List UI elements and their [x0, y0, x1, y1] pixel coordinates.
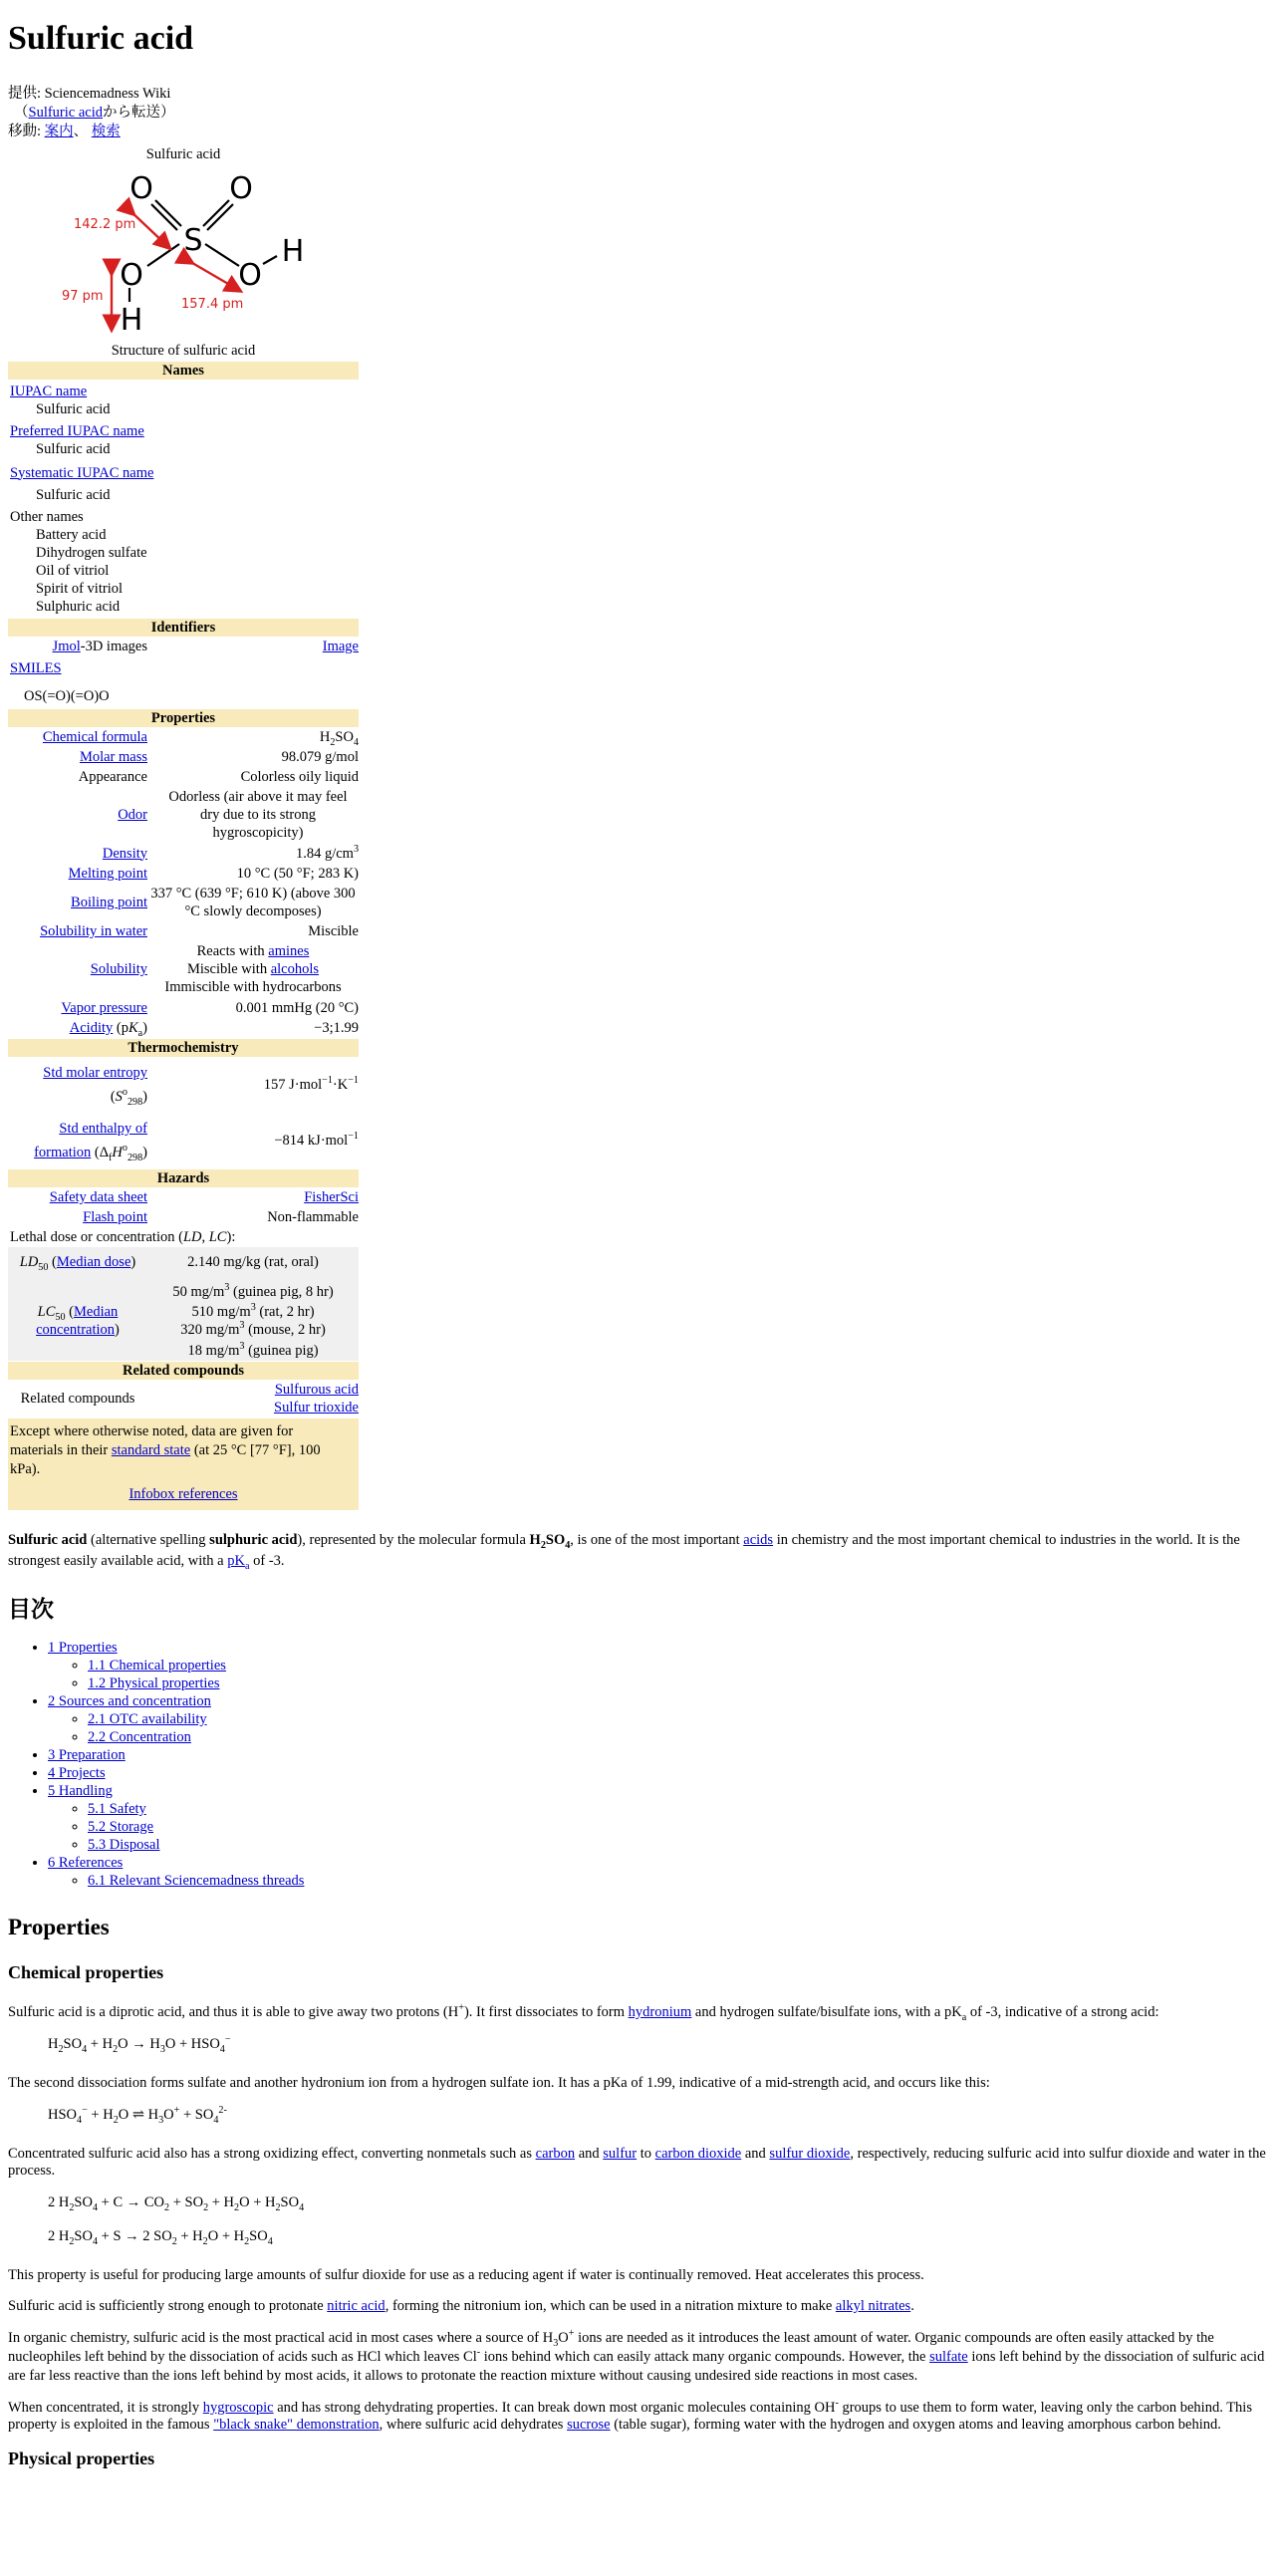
toc-link[interactable]: 1.2 Physical properties [88, 1674, 220, 1691]
lc-number: 510 mg/m [191, 1304, 251, 1321]
molar-mass-link[interactable]: Molar mass [79, 748, 147, 765]
toc-subitem [88, 1728, 1271, 1746]
other-name: Oil of vitriol [36, 562, 110, 579]
intro-text: (alternative spelling [87, 1531, 210, 1548]
odor-value: Odorless (air above it may feel dry due to its strong hygroscopicity) [168, 789, 348, 842]
jmol-link[interactable]: Jmol [52, 638, 81, 654]
hygroscopic-link[interactable]: hygroscopic [202, 2399, 274, 2416]
chemical-formula-link[interactable]: Chemical formula [42, 728, 147, 745]
toc-link[interactable]: 4 Projects [48, 1764, 106, 1781]
black-snake-link[interactable]: "black snake" demonstration [213, 2416, 380, 2433]
iupac-name-link[interactable]: IUPAC name [10, 383, 88, 399]
intro-text: in chemistry and the most important chemical to industries in the world. It is the strongest easily available acid, with a [8, 1531, 1240, 1569]
enthalpy-number: −814 kJ·mol [274, 1132, 349, 1149]
paragraph [8, 2298, 1271, 2315]
text: and has strong dehydrating properties. It can break down most organic molecules containing OH [273, 2399, 836, 2416]
text: (table sugar), forming water with the hydrogen and oxygen atoms and leaving amorphous carbon behind. [610, 2416, 1221, 2433]
atom-label: H [281, 233, 305, 269]
sulfate-link[interactable]: sulfate [929, 2348, 968, 2365]
page-title: Sulfuric acid [8, 20, 194, 57]
toc-item [48, 1639, 1271, 1692]
lc-tail: (rat, 2 hr) [255, 1304, 315, 1321]
atom-label: O [229, 170, 253, 206]
lc-number: 320 mg/m [180, 1322, 240, 1339]
std-molar-entropy-link[interactable]: Std molar entropy [43, 1064, 147, 1081]
sol-line2a: Miscible with [186, 961, 271, 978]
paragraph: This property is useful for producing large amounts of sulfur dioxide for use as a reducing agent if water is continually removed. Heat accelerates this process. [8, 2266, 924, 2283]
amines-link[interactable]: amines [268, 943, 310, 960]
flash-point-value: Non-flammable [267, 1208, 359, 1225]
entropy-number: 157 J·mol [263, 1076, 323, 1093]
toc-link[interactable]: 1 Properties [48, 1639, 118, 1656]
sol-line3: Immiscible with hydrocarbons [164, 979, 342, 996]
melting-point-link[interactable]: Melting point [68, 865, 147, 882]
section-hazards: Hazards [8, 1169, 359, 1187]
jmol-row [8, 637, 359, 656]
acidity-link[interactable]: Acidity [69, 1019, 114, 1036]
other-name: Battery acid [36, 526, 107, 543]
solubility-link[interactable]: Solubility [90, 961, 147, 978]
median-dose-link[interactable]: Median dose [56, 1254, 131, 1271]
lc-tail: (guinea pig) [244, 1342, 319, 1359]
toc-link[interactable]: 2.2 Concentration [88, 1728, 191, 1745]
boiling-point-value: 337 °C (639 °F; 610 K) (above 300 °C slowly decomposes) [150, 885, 356, 919]
toc-subitem [88, 1674, 1271, 1692]
text: Concentrated sulfuric acid also has a strong oxidizing effect, converting nonmetals such as [8, 2145, 536, 2162]
paragraph: The second dissociation forms sulfate and another hydronium ion from a hydrogen sulfate ion. It has a pKa of 1.99, indicative of a mid-strength acid, and occurs like this: [8, 2074, 990, 2091]
solubility-water-value: Miscible [308, 923, 359, 939]
atom-label: O [238, 257, 262, 293]
toc-subitem [88, 1800, 1271, 1818]
solubility-value [147, 942, 359, 996]
other-name: Sulphuric acid [36, 598, 121, 615]
lc-number: 18 mg/m [187, 1342, 240, 1359]
nitric-acid-link[interactable]: nitric acid [327, 2297, 385, 2314]
toc-item [48, 1746, 1271, 1764]
page [0, 18, 1279, 2469]
text: Sulfuric acid is a diprotic acid, and thus it is able to give away two protons (H [8, 2003, 459, 2020]
toc-link[interactable]: 1.1 Chemical properties [88, 1657, 226, 1674]
intro-formula: $H_2SO_4$ [529, 1531, 571, 1551]
intro-bold-name: Sulfuric acid [8, 1531, 88, 1548]
footer-text-a: Except where otherwise noted, data are given for materials in their [10, 1422, 294, 1458]
density-number: 1.84 g/cm [295, 845, 354, 862]
appearance-value: Colorless oily liquid [240, 769, 359, 785]
infobox-title: Sulfuric acid [145, 145, 221, 162]
jump-label: 移動: [8, 123, 45, 139]
toc-link[interactable]: 2.1 OTC availability [88, 1710, 207, 1727]
text: groups to use them to form water, leaving only the carbon behind. This property is exploited in the famous [8, 2399, 1252, 2433]
equation: 2 $H_2SO_4 + C \to CO_2 + SO_2 + H_2O + H_2SO_4$ [48, 2193, 305, 2213]
toc-item [48, 1854, 1271, 1890]
lc-tail: (mouse, 2 hr) [244, 1322, 326, 1339]
footer-text-b: (at 25 °C [77 °F], 100 kPa). [10, 1441, 321, 1477]
nav-link[interactable]: 案内 [44, 123, 74, 139]
bond-length-label: 157.4 pm [181, 296, 244, 312]
acids-link[interactable]: acids [743, 1531, 774, 1548]
text: to [637, 2145, 655, 2162]
infobox-caption: Structure of sulfuric acid [111, 342, 256, 359]
ld50-value: 2.140 mg/kg (rat, oral) [187, 1254, 319, 1271]
paragraph [8, 2146, 1271, 2180]
text: Sulfuric acid is sufficiently strong enough to protonate [8, 2297, 328, 2314]
bond-length-label: 142.2 pm [74, 216, 136, 232]
equation: 2 $H_2SO_4 + S \to 2$ $SO_2 + H_2O + H_2SO_4$ [48, 2227, 273, 2247]
subsection-heading-chemical: Chemical properties [8, 1962, 164, 1983]
toc-item [48, 1782, 1271, 1854]
text: ions are needed as it introduces the least amount of water. Organic compounds are often easily attacked by the nucleophiles left behind by the dissociation of acids such as HCl which leaves Cl [8, 2329, 1214, 2365]
paragraph: When concentrated, it is strongly hygroscopic and has strong dehydrating properties. It can break down most organic molecules containing OH- groups to use them to form water, leaving only the carbon behind. This property is exploited in the famous "black snake" demonstration, where sulfuric acid dehydrates sucrose (table sugar), forming water with the hydrogen and oxygen atoms and leaving amorphous carbon behind. [8, 2398, 1252, 2433]
other-name: Spirit of vitriol [36, 580, 123, 597]
iupac-name-value: Sulfuric acid [36, 400, 111, 417]
standard-state-link[interactable]: standard state [111, 1441, 191, 1458]
redirect-suffix: から転送） [103, 104, 175, 121]
toc-link[interactable]: 5.1 Safety [88, 1800, 146, 1817]
subsection-heading-physical: Physical properties [8, 2447, 155, 2468]
carbon-link[interactable]: carbon [535, 2145, 576, 2162]
alcohols-link[interactable]: alcohols [270, 961, 320, 978]
appearance-label: Appearance [78, 769, 147, 785]
jump-nav [8, 123, 1271, 141]
molar-mass-value: 98.079 g/mol [281, 748, 359, 765]
intro-bold-alt: sulphuric acid [209, 1531, 298, 1548]
median-concentration-link[interactable]: Median concentration [36, 1304, 119, 1339]
structure-diagram [8, 164, 359, 342]
lc-tail: (guinea pig, 8 hr) [229, 1284, 334, 1301]
text: and hydrogen sulfate/bisulfate ions, with a pK [691, 2003, 962, 2020]
related-values [147, 1381, 359, 1417]
text: ions left behind by the dissociation of sulfuric acid are far less reactive than the ions left behind by most acids, it allows to protonate the reaction mixture without causing undesired side reactions in most cases. [8, 2348, 1265, 2384]
atom-label: H [120, 302, 143, 338]
redirect-note [8, 104, 1271, 123]
atom-label: O [129, 170, 153, 206]
std-enthalpy-link[interactable]: Std enthalpy of formation [34, 1120, 147, 1160]
systematic-iupac-link[interactable]: Systematic IUPAC name [10, 464, 154, 481]
redirect-prefix: （ [14, 104, 29, 121]
text: of -3, indicative of a strong acid: [966, 2003, 1159, 2020]
sol-line1a: Reacts with [196, 943, 269, 960]
alkyl-nitrates-link[interactable]: alkyl nitrates [835, 2297, 911, 2314]
safety-data-sheet-link[interactable]: Safety data sheet [49, 1188, 147, 1205]
chemical-formula-value: $H_2SO_4$ [319, 728, 359, 748]
text: and [741, 2145, 770, 2162]
bond-length-label: 97 pm [62, 288, 104, 304]
paragraph: In organic chemistry, sulfuric acid is the most practical acid in most cases where a source of $H_3O^+$ ions are needed as it introduces the least amount of water. Organic compounds are often easily attacked by the nucleophiles left behind by the dissociation of acids such as HCl which leaves Cl- ions behind which can easily attack many organic compounds. However, the sulfate ions left behind by the dissociation of sulfuric acid are far less reactive than the ions left behind by most acids, it allows to protonate the reaction mixture without causing undesired side reactions in most cases. [8, 2328, 1265, 2384]
text: , respectively, reducing sulfuric acid into sulfur dioxide and water in the process. [8, 2145, 1266, 2179]
solubility-water-link[interactable]: Solubility in water [40, 923, 147, 939]
intro-paragraph [8, 1530, 1271, 1572]
section-heading-properties: Properties [8, 1914, 110, 1939]
lethal-dose-block: $LD_{50}$ (Median dose) 2.140 mg/kg (rat, oral) 50 $mg/m^3$ (guinea pig, 8 hr) $LC_{50}$ (Median concentration) 510 $mg/m^3$ (rat, 2 hr) 320 $mg/m^3$ (mouse, 2 hr) 18 $mg/m^3$ (guinea pig) [8, 1247, 359, 1361]
text: , forming the nitronium ion, which can be used in a nitration mixture to make [384, 2297, 836, 2314]
lc50-value: 18 $mg/m^3$ (guinea pig) [187, 1340, 319, 1359]
section-related: Related compounds [8, 1362, 359, 1380]
toc-subitem [88, 1818, 1271, 1836]
toc-link[interactable]: 6.1 Relevant Sciencemadness threads [88, 1872, 305, 1889]
preferred-iupac-link[interactable]: Preferred IUPAC name [10, 422, 144, 439]
acidity-value: −3;1.99 [314, 1019, 359, 1036]
flash-point-link[interactable]: Flash point [83, 1208, 147, 1225]
sulfur-link[interactable]: sulfur [603, 2145, 638, 2162]
toc-subitem [88, 1872, 1271, 1890]
text: and [575, 2145, 604, 2162]
intro-text: of -3. [249, 1552, 285, 1569]
lc50-values: 510 $mg/m^3$ (rat, 2 hr) 320 $mg/m^3$ (mouse, 2 hr) [180, 1302, 326, 1339]
preferred-iupac-value: Sulfuric acid [36, 440, 111, 457]
density-value: 1.84 $g/cm^3$ [295, 843, 359, 862]
melting-point-value: 10 °C (50 °F; 283 K) [236, 865, 359, 882]
toc-link[interactable]: 2 Sources and concentration [48, 1692, 211, 1709]
density-link[interactable]: Density [102, 845, 147, 862]
toc-link[interactable]: 3 Preparation [48, 1746, 126, 1763]
redirect-link[interactable]: Sulfuric acid [28, 104, 103, 121]
sucrose-link[interactable]: sucrose [567, 2416, 611, 2433]
section-identifiers: Identifiers [8, 619, 359, 637]
image-link[interactable]: Image [322, 638, 359, 654]
infobox-references-link[interactable]: Infobox references [128, 1485, 238, 1502]
infobox-footer [8, 1418, 359, 1510]
smiles-value: OS(=O)(=O)O [24, 687, 110, 704]
text: , where sulfuric acid dehydrates [379, 2416, 568, 2433]
entropy-value: 157 $J\cdot mol^{-1}\cdot K^{-1}$ [263, 1074, 359, 1093]
sulfur-dioxide-link[interactable]: sulfur dioxide [769, 2145, 851, 2162]
from-label: 提供: Sciencemadness Wiki [8, 85, 171, 102]
smiles-link[interactable]: SMILES [10, 659, 62, 676]
text: ions behind which can easily attack many organic compounds. However, the [480, 2348, 930, 2365]
lethal-dose-heading: Lethal dose or concentration (LD, LC): [10, 1229, 236, 1245]
systematic-iupac-value: Sulfuric acid [36, 486, 111, 503]
equation: $H_2SO_4 + H_2O \to H_3O + HSO_4^-$ [48, 2034, 231, 2055]
toc-subitem [88, 1710, 1271, 1728]
carbon-dioxide-link[interactable]: carbon dioxide [654, 2145, 742, 2162]
atom-label: O [120, 257, 143, 293]
atom-label: S [183, 222, 203, 258]
related-label: Related compounds [20, 1390, 135, 1407]
text: ). It first dissociates to form [463, 2003, 629, 2020]
sulfur-trioxide-link[interactable]: Sulfur trioxide [274, 1399, 359, 1416]
search-link[interactable]: 検索 [91, 123, 121, 139]
vapor-pressure-value: 0.001 mmHg (20 °C) [235, 999, 359, 1016]
lc-number: 50 mg/m [172, 1284, 225, 1301]
text: In organic chemistry, sulfuric acid is the most practical acid in most cases where a source of H [8, 2329, 554, 2346]
lethal-label: Lethal dose or concentration ( [10, 1229, 183, 1245]
fishersci-link[interactable]: FisherSci [304, 1188, 359, 1205]
other-names-label: Other names [10, 508, 84, 525]
section-names: Names [8, 362, 359, 380]
intro-text: ), represented by the molecular formula [297, 1531, 530, 1548]
text: . [910, 2297, 914, 2314]
vapor-pressure-link[interactable]: Vapor pressure [61, 999, 147, 1016]
boiling-point-link[interactable]: Boiling point [71, 894, 147, 910]
toc-subitem [88, 1657, 1271, 1674]
page-meta [8, 85, 1271, 141]
table-of-contents [8, 1639, 1271, 1890]
sulfurous-acid-link[interactable]: Sulfurous acid [274, 1381, 359, 1398]
toc-link[interactable]: 5.3 Disposal [88, 1836, 160, 1853]
hydronium-link[interactable]: hydronium [628, 2003, 692, 2020]
jmol-rest: -3D images [80, 638, 147, 654]
toc-link[interactable]: 5 Handling [48, 1782, 113, 1799]
toc-link[interactable]: 6 References [48, 1854, 124, 1871]
pka-link[interactable]: $pK_a$ [227, 1552, 250, 1572]
lc50-value: 50 $mg/m^3$ (guinea pig, 8 hr) [172, 1282, 334, 1301]
section-properties: Properties [8, 709, 359, 727]
other-name: Dihydrogen sulfate [36, 544, 147, 561]
section-thermochemistry: Thermochemistry [8, 1039, 359, 1057]
infobox: Sulfuric acid O O S O H O H 142.2 pm 97 pm 157.4 pm Structure of sulfuric acid Names IUPAC name Sulfuric acid Preferred IUPAC name Sulfuric acid Systematic IUPAC name Sulfuric acid Other names Battery acid Dihydrogen sulfate Oil of vitriol Spirit of vitriol Sulphuric acid Identifiers Jmol-3D images Image SMILES OS(=O)(=O)O Properties Chemical formula $H_2SO_4$ Molar mass 98.079 g/mol Appearance Colorless oily liquid Odor Odorless (air above it may feel dry due to its strong hygroscopicity) Density 1.84 $g/cm^3$ Melting point 10 °C (50 °F; 283 K) Boiling point 337 °C (639 °F; 610 K) (above 300 °C slowly decomposes) Solubility in water Miscible Solubility Reacts with amines Miscible with alcohols Immiscible with hydrocarbons Vapor pressure 0.001 mmHg (20 °C) Acidity $(pK_a)$ −3;1.99 Thermochemistry Std molar entropy $(S^o_{298})$ 157 $J\cdot mol^{-1}\cdot K^{-1}$ Std enthalpy of formation $(\Delta_fH^o_{298})$ −814 kJ·mol$^{-1}$ Hazards Safety data sheet FisherSci Flash point Non-flammable Lethal dose or concentration (LD, LC): $LD_{50}$ (Median dose) 2.140 mg/kg (rat, oral) 50 $mg/m^3$ (guinea pig, 8 hr) $LC_{50}$ (Median concentration) 510 $mg/m^3$ (rat, 2 hr) 320 $mg/m^3$ (mouse, 2 hr) 18 $mg/m^3$ (guinea pig) Related compounds Related compounds Sulfurous acid Sulfur trioxide Except where otherwise noted, data are given for materials in their standard state (at 25 °C [77 °F], 100 kPa). Infobox references [8, 145, 359, 1510]
text: When concentrated, it is strongly [8, 2399, 203, 2416]
enthalpy-value: −814 kJ·mol$^{-1}$ [274, 1130, 359, 1149]
intro-text: , is one of the most important [570, 1531, 744, 1548]
odor-link[interactable]: Odor [118, 807, 147, 824]
toc-subitem [88, 1836, 1271, 1854]
toc-link[interactable]: 5.2 Storage [88, 1818, 154, 1835]
paragraph: Sulfuric acid is a diprotic acid, and thus it is able to give away two protons (H+). It first dissociates to form hydronium and hydrogen sulfate/bisulfate ions, with a $pK_a$ of -3, indicative of a strong acid: [8, 2002, 1159, 2023]
toc-title: 目次 [8, 1596, 54, 1622]
jump-sep: 、 [73, 123, 92, 139]
toc-item [48, 1764, 1271, 1782]
equation: $HSO_4^- + H_2O$ ⇌ $H_3O^+ + SO_4^{2-}$ [48, 2105, 227, 2126]
toc-item [48, 1692, 1271, 1746]
